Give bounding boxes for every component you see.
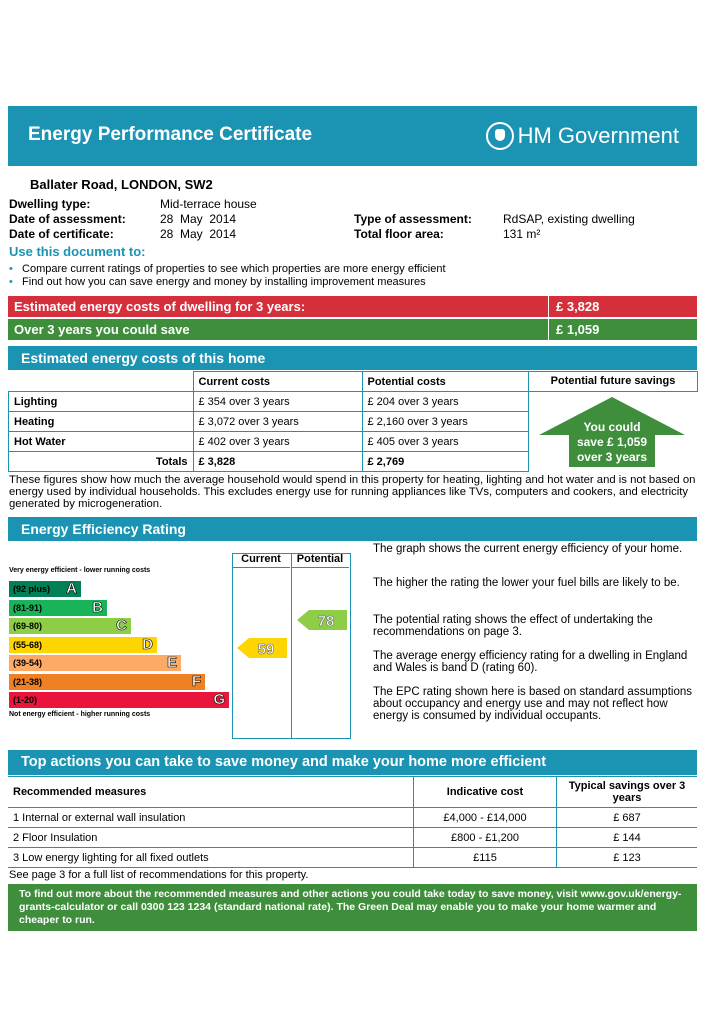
band-letter: E: [166, 654, 177, 671]
assessment-type-value: RdSAP, existing dwelling: [503, 212, 635, 226]
potential-saving-bar: [8, 319, 697, 340]
potential-cost: £ 405 over 3 years: [362, 432, 529, 452]
totals-label: Totals: [9, 452, 194, 472]
actions-note: See page 3 for a full list of recommendations for this property.: [9, 869, 309, 881]
use-bullet: • Compare current ratings of properties to see which properties are more energy efficient: [9, 263, 446, 275]
savings-arrow: [537, 395, 687, 469]
costs-table: [8, 371, 529, 472]
rating-band-d: [9, 637, 157, 653]
typical-saving: £ 144: [557, 828, 698, 848]
current-cost: £ 402 over 3 years: [193, 432, 362, 452]
assessment-date-value: 28 May 2014: [160, 212, 237, 226]
table-row: [9, 372, 529, 392]
rating-band-c: [9, 618, 131, 634]
indicative-cost: £800 - £1,200: [414, 828, 557, 848]
estimated-cost-label: Estimated energy costs of dwelling for 3 years:: [14, 299, 306, 314]
estimated-cost-value: £ 3,828: [556, 299, 600, 314]
col-potential-rating: Potential: [291, 553, 349, 568]
savings-arrow-line1: You could: [583, 420, 641, 434]
certificate-header: [8, 106, 697, 166]
row-label: Hot Water: [9, 432, 194, 452]
potential-column: [291, 553, 351, 739]
band-letter: F: [191, 672, 201, 690]
floor-area-label: Total floor area:: [354, 227, 444, 241]
savings-arrow-line3: over 3 years: [576, 450, 648, 464]
page-title: Energy Performance Certificate: [28, 124, 313, 145]
address: Ballater Road, LONDON, SW2: [30, 177, 213, 192]
footer-text: To find out more about the recommended measures and other actions you could take today to save money, visit www.gov.uk/energy-grants-calculator or call 0300 123 1234 (standard national rate). The Green Deal may enable you to make your home warmer and cheaper to run.: [19, 888, 682, 926]
rating-band-f: [9, 674, 205, 690]
potential-rating-arrow: [297, 610, 347, 630]
current-cost: £ 354 over 3 years: [193, 392, 362, 412]
use-document-heading: Use this document to:: [9, 244, 146, 259]
actions-section-heading: Top actions you can take to save money and make your home more efficient: [8, 750, 697, 775]
col-current-costs: Current costs: [193, 372, 362, 392]
actions-table: [8, 776, 697, 868]
estimated-cost-bar: [8, 296, 697, 317]
col-potential-costs: Potential costs: [362, 372, 529, 392]
table-row: [8, 848, 697, 868]
current-rating-arrow: [237, 638, 287, 658]
table-row: [9, 452, 529, 472]
totals-current: £ 3,828: [193, 452, 362, 472]
royal-crest-icon: [486, 122, 514, 150]
band-letter: G: [213, 691, 225, 708]
band-range: (69-80): [13, 621, 43, 631]
band-letter: B: [92, 598, 103, 616]
footer-green-deal: [8, 884, 697, 931]
band-letter: D: [142, 635, 153, 653]
assessment-date-label: Date of assessment:: [9, 212, 126, 226]
rating-band-g: [9, 692, 229, 708]
potential-cost: £ 2,160 over 3 years: [362, 412, 529, 432]
hm-government-text: HM Government: [517, 123, 679, 148]
table-row: [9, 392, 529, 412]
floor-area-value: 131 m²: [503, 227, 541, 241]
band-range: (55-68): [13, 639, 43, 650]
band-range: (81-91): [13, 602, 43, 613]
row-label: Lighting: [9, 392, 194, 412]
rating-band-e: [9, 655, 181, 671]
table-row: [9, 412, 529, 432]
rating-section-heading: Energy Efficiency Rating: [8, 517, 697, 541]
table-row: [8, 777, 697, 808]
potential-cost: £ 204 over 3 years: [362, 392, 529, 412]
col-current-rating: Current: [232, 553, 290, 568]
band-range: (1-20): [13, 695, 38, 705]
row-label: Heating: [9, 412, 194, 432]
col-indicative-cost: Indicative cost: [414, 777, 557, 808]
typical-saving: £ 123: [557, 848, 698, 868]
dwelling-type-value: Mid-terrace house: [160, 197, 257, 211]
potential-saving-value: £ 1,059: [556, 322, 600, 337]
band-range: (39-54): [13, 658, 43, 668]
current-rating-value: 59: [257, 641, 275, 658]
band-letter: C: [116, 617, 127, 634]
rating-paragraph: The graph shows the current energy efficiency of your home.: [373, 543, 683, 555]
table-row: [8, 828, 697, 848]
certificate-date-value: 28 May 2014: [160, 227, 237, 241]
rating-paragraph: The potential rating shows the effect of undertaking the recommendations on page 3.: [373, 614, 653, 638]
rating-band-b: [9, 600, 107, 616]
col-recommended-measures: Recommended measures: [8, 777, 414, 808]
rating-paragraph: The higher the rating the lower your fuel bills are likely to be.: [373, 577, 680, 589]
costs-section-heading: Estimated energy costs of this home: [8, 346, 697, 370]
dwelling-type-label: Dwelling type:: [9, 197, 91, 211]
rating-paragraph: The EPC rating shown here is based on standard assumptions about occupancy and energy use and may not reflect how energy is consumed by individual occupants.: [373, 686, 692, 722]
rating-paragraph: The average energy efficiency rating for a dwelling in England and Wales is band D (rating 60).: [373, 650, 688, 674]
assessment-type-label: Type of assessment:: [354, 212, 472, 226]
measure: 3 Low energy lighting for all fixed outlets: [8, 848, 414, 868]
table-row: [9, 432, 529, 452]
rating-band-a: [9, 581, 81, 597]
indicative-cost: £115: [414, 848, 557, 868]
scale-bottom-label: Not energy efficient - higher running costs: [9, 711, 151, 718]
col-future-savings: Potential future savings: [529, 371, 698, 392]
typical-saving: £ 687: [557, 808, 698, 828]
band-letter: A: [66, 580, 77, 597]
potential-saving-label: Over 3 years you could save: [14, 322, 190, 337]
band-range: (92 plus): [13, 584, 51, 594]
scale-top-label: Very energy efficient - lower running costs: [9, 567, 151, 574]
use-bullet: • Find out how you can save energy and money by installing improvement measures: [9, 276, 426, 288]
table-row: [8, 808, 697, 828]
measure: 2 Floor Insulation: [8, 828, 414, 848]
indicative-cost: £4,000 - £14,000: [414, 808, 557, 828]
hm-government-logo: [486, 122, 679, 150]
band-range: (21-38): [13, 676, 43, 687]
savings-arrow-line2: save £ 1,059: [576, 435, 648, 449]
potential-rating-value: 78: [317, 613, 335, 630]
measure: 1 Internal or external wall insulation: [8, 808, 414, 828]
totals-potential: £ 2,769: [362, 452, 529, 472]
certificate-date-label: Date of certificate:: [9, 227, 114, 241]
costs-note: These figures show how much the average household would spend in this property for heating, lighting and hot water and is not based on energy used by individual households. This excludes energy use for running appliances like TVs, computers and cookers, and electricity generated by microgeneration.: [9, 474, 696, 510]
current-cost: £ 3,072 over 3 years: [193, 412, 362, 432]
col-typical-savings: Typical savings over 3 years: [557, 777, 698, 808]
